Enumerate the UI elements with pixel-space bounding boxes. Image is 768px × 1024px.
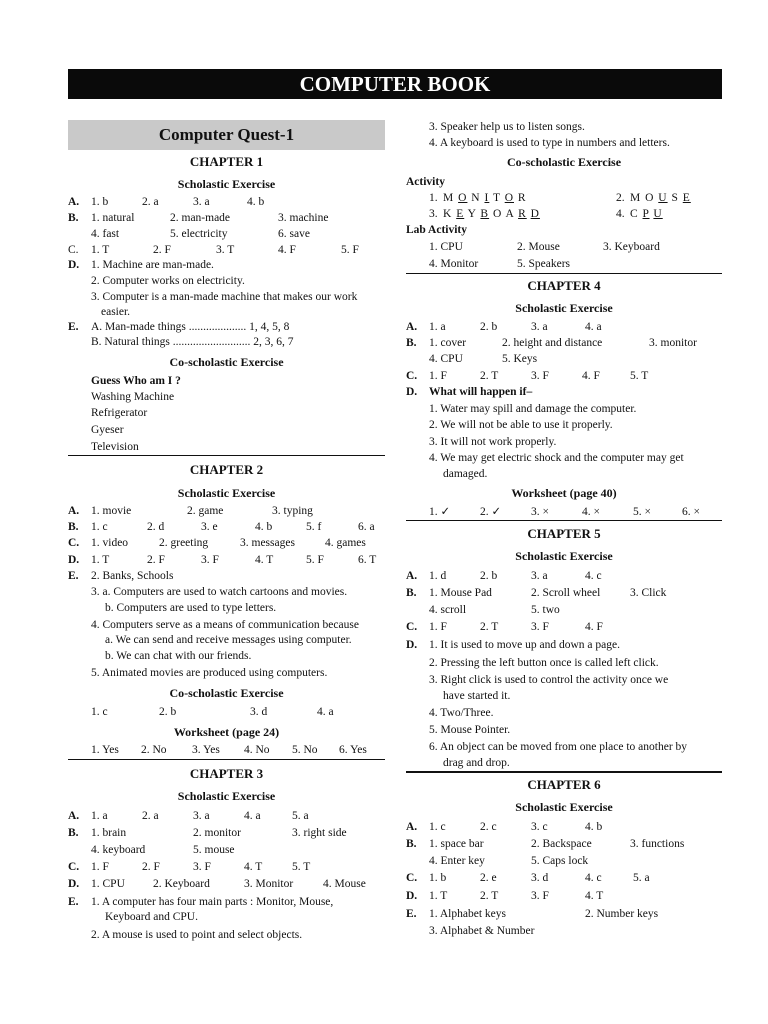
divider — [406, 520, 722, 521]
chapter-5-title: CHAPTER 5 — [527, 526, 601, 541]
ch3-e-line: 3. Speaker help us to listen songs. — [429, 121, 585, 133]
ch6-e-line: 3. Alphabet & Number — [429, 925, 535, 937]
ch4-d-line: damaged. — [443, 468, 488, 480]
ch5-scholastic-heading: Scholastic Exercise — [515, 549, 613, 563]
chapter-4-title: CHAPTER 4 — [527, 278, 601, 293]
ch6-scholastic-heading: Scholastic Exercise — [515, 800, 613, 814]
divider — [406, 273, 722, 274]
ch2-e-line: 4. Computers serve as a means of communication because — [91, 619, 359, 631]
ch2-co-heading: Co-scholastic Exercise — [169, 686, 284, 700]
ch1-guess-item: Refrigerator — [91, 407, 148, 419]
ch2-worksheet-heading: Worksheet (page 24) — [173, 725, 280, 739]
chapter-3-title: CHAPTER 3 — [189, 766, 264, 781]
ch3-scholastic-heading: Scholastic Exercise — [177, 789, 276, 803]
divider — [68, 455, 385, 456]
ch3-e-line: 2. A mouse is used to point and select objects. — [91, 929, 303, 941]
quest-title: Computer Quest-1 — [68, 120, 385, 150]
ch4-d-line: 3. It will not work properly. — [429, 436, 557, 448]
chapter-6-title: CHAPTER 6 — [527, 777, 601, 792]
chapter-2-title: CHAPTER 2 — [189, 462, 264, 477]
ch3-lab-heading: Lab Activity — [406, 224, 468, 236]
ch1-d-line-3b: easier. — [101, 306, 131, 318]
ch1-guess-item: Washing Machine — [91, 391, 175, 403]
ch5-d-line: 5. Mouse Pointer. — [429, 724, 511, 736]
ch2-e-line: b. Computers are used to type letters. — [105, 602, 277, 614]
ch1-e-line-2: B. Natural things ........................... 2, 3, 6, 7 — [91, 336, 294, 348]
divider — [406, 771, 722, 773]
ch4-d-line: 4. We may get electric shock and the computer may get — [429, 452, 684, 464]
ch1-d-line-3: 3. Computer is a man-made machine that makes our work — [91, 291, 358, 303]
word-monitor: M O N I T O R — [443, 192, 527, 204]
ch1-scholastic-heading: Scholastic Exercise — [177, 177, 276, 191]
ch4-d-line: 1. Water may spill and damage the computer. — [429, 403, 637, 415]
ch5-d-line: 2. Pressing the left button once is called left click. — [429, 657, 659, 669]
ch2-scholastic-heading: Scholastic Exercise — [177, 486, 276, 500]
book-title: COMPUTER BOOK — [68, 69, 722, 99]
ch5-d-line: 6. An object can be moved from one place to another by — [429, 741, 688, 753]
ch5-d-line: 3. Right click is used to control the activity once we — [429, 674, 669, 686]
ch3-co-heading: Co-scholastic Exercise — [506, 155, 622, 169]
ch5-d-line: have started it. — [443, 690, 511, 702]
ch2-e-line: 3. a. Computers are used to watch cartoons and movies. — [91, 586, 348, 598]
ch1-guess-item: Television — [91, 441, 139, 453]
ch3-e-line: Keyboard and CPU. — [105, 911, 198, 923]
ch3-e-line: 4. A keyboard is used to type in numbers and letters. — [429, 137, 670, 149]
ch1-guess-heading: Guess Who am I ? — [91, 375, 181, 387]
word-keyboard: K E Y B O A R D — [443, 208, 540, 220]
divider — [68, 759, 385, 760]
ch3-activity-heading: Activity — [406, 176, 445, 188]
ch5-d-line: drag and drop. — [443, 757, 510, 769]
chapter-1-title: CHAPTER 1 — [189, 154, 264, 169]
ch4-worksheet-heading: Worksheet (page 40) — [511, 486, 617, 500]
ch2-e-line: a. We can send and receive messages using computer. — [105, 634, 352, 646]
ch5-d-line: 4. Two/Three. — [429, 707, 494, 719]
ch1-d-line-2: 2. Computer works on electricity. — [91, 275, 245, 287]
ch2-e-line: 5. Animated movies are produced using computers. — [91, 667, 328, 679]
ch4-scholastic-heading: Scholastic Exercise — [515, 301, 613, 315]
word-mouse: M O U S E — [630, 192, 691, 204]
ch1-co-heading: Co-scholastic Exercise — [169, 355, 284, 369]
ch2-e-line: b. We can chat with our friends. — [105, 650, 252, 662]
ch4-d-line: 2. We will not be able to use it properly. — [429, 419, 613, 431]
ch1-guess-item: Gyeser — [91, 424, 124, 436]
word-cpu: C P U — [630, 208, 663, 220]
